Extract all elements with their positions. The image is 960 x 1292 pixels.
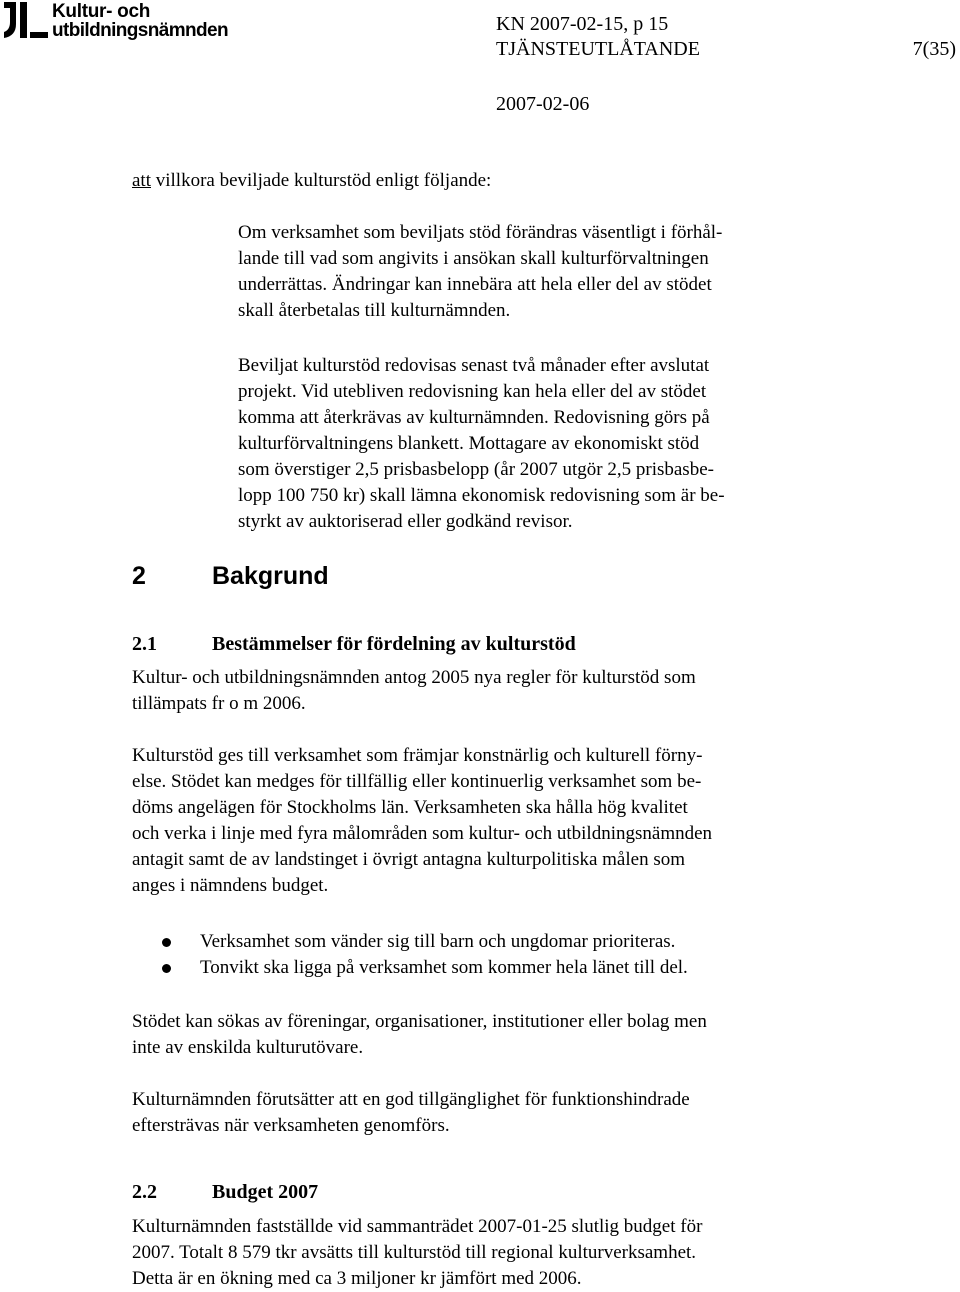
bullet-list xyxy=(160,929,688,981)
paragraph xyxy=(132,1214,702,1292)
subsection-number: 2.2 xyxy=(132,1181,157,1203)
text-line: tillämpats fr o m 2006. xyxy=(132,693,306,714)
subsection-title: Bestämmelser för fördelning av kulturstöd xyxy=(212,633,576,655)
text-line: Stödet kan sökas av föreningar, organisationer, institutioner eller bolag men xyxy=(132,1011,707,1032)
paragraph xyxy=(132,743,712,899)
text-line: else. Stödet kan medges för tillfällig eller kontinuerlig verksamhet som be- xyxy=(132,771,702,792)
section-title: Bakgrund xyxy=(212,562,329,590)
list-item xyxy=(160,929,688,955)
intro-line xyxy=(132,168,491,194)
text-line: 2007. Totalt 8 579 tkr avsätts till kulturstöd till regional kulturverksamhet. xyxy=(132,1242,697,1263)
bullet-icon xyxy=(162,938,171,947)
text-line: döms angelägen för Stockholms län. Verksamheten ska hålla hög kvalitet xyxy=(132,797,688,818)
page-number: 7(35) xyxy=(912,38,956,60)
text-line: styrkt av auktoriserad eller godkänd revisor. xyxy=(238,511,573,532)
text-line: Beviljat kulturstöd redovisas senast två månader efter avslutat xyxy=(238,355,710,376)
text-line: som överstiger 2,5 prisbasbelopp (år 2007 utgör 2,5 prisbasbe- xyxy=(238,459,714,480)
condition-paragraph-1 xyxy=(238,220,722,324)
text-line: Kulturnämnden fastställde vid sammanträdet 2007-01-25 slutlig budget för xyxy=(132,1216,703,1237)
logo-text-line2: utbildningsnämnden xyxy=(52,20,229,41)
text-line: anges i nämndens budget. xyxy=(132,875,329,896)
text-line: inte av enskilda kulturutövare. xyxy=(132,1037,364,1058)
subsection-number: 2.1 xyxy=(132,633,157,655)
condition-paragraph-2 xyxy=(238,353,725,535)
text-line: Kulturnämnden förutsätter att en god tillgänglighet för funktionshindrade xyxy=(132,1089,690,1110)
text-line: projekt. Vid utebliven redovisning kan hela eller del av stödet xyxy=(238,381,707,402)
paragraph xyxy=(132,1087,690,1139)
subsection-title: Budget 2007 xyxy=(212,1181,319,1203)
text-line: eftersträvas när verksamheten genomförs. xyxy=(132,1115,450,1136)
paragraph xyxy=(132,665,696,717)
logo-mark-icon xyxy=(2,2,50,42)
list-item xyxy=(160,955,688,981)
subsection-heading-2-2 xyxy=(132,1181,318,1204)
paragraph xyxy=(132,1009,707,1061)
text-line: underrättas. Ändringar kan innebära att hela eller del av stödet xyxy=(238,274,712,295)
document-reference: KN 2007-02-15, p 15 xyxy=(496,13,669,35)
intro-rest: villkora beviljade kulturstöd enligt följande: xyxy=(151,170,492,191)
section-heading xyxy=(132,562,329,591)
bullet-icon xyxy=(162,964,171,973)
text-line: och verka i linje med fyra målområden som kultur- och utbildningsnämnden xyxy=(132,823,713,844)
text-line: kulturförvaltningens blankett. Mottagare av ekonomiskt stöd xyxy=(238,433,700,454)
list-item-text: Verksamhet som vänder sig till barn och ungdomar prioriteras. xyxy=(200,931,676,952)
text-line: Kultur- och utbildningsnämnden antog 2005 nya regler för kulturstöd som xyxy=(132,667,696,688)
logo-text-line1: Kultur- och xyxy=(52,1,151,22)
subsection-heading-2-1 xyxy=(132,633,576,656)
text-line: lande till vad som angivits i ansökan skall kulturförvaltningen xyxy=(238,248,709,269)
text-line: lopp 100 750 kr) skall lämna ekonomisk redovisning som är be- xyxy=(238,485,725,506)
text-line: skall återbetalas till kulturnämnden. xyxy=(238,300,511,321)
section-number: 2 xyxy=(132,562,146,590)
text-line: antagit samt de av landstinget i övrigt antagna kulturpolitiska målen som xyxy=(132,849,685,870)
list-item-text: Tonvikt ska ligga på verksamhet som kommer hela länet till del. xyxy=(200,957,688,978)
text-line: Kulturstöd ges till verksamhet som främjar konstnärlig och kulturell förny- xyxy=(132,745,703,766)
text-line: Om verksamhet som beviljats stöd förändras väsentligt i förhål- xyxy=(238,222,723,243)
document-date: 2007-02-06 xyxy=(496,93,590,115)
intro-lead: att xyxy=(132,170,151,191)
text-line: komma att återkrävas av kulturnämnden. Redovisning görs på xyxy=(238,407,710,428)
text-line: Detta är en ökning med ca 3 miljoner kr jämfört med 2006. xyxy=(132,1268,582,1289)
document-type: TJÄNSTEUTLÅTANDE xyxy=(496,38,700,60)
organization-logo xyxy=(0,0,240,46)
